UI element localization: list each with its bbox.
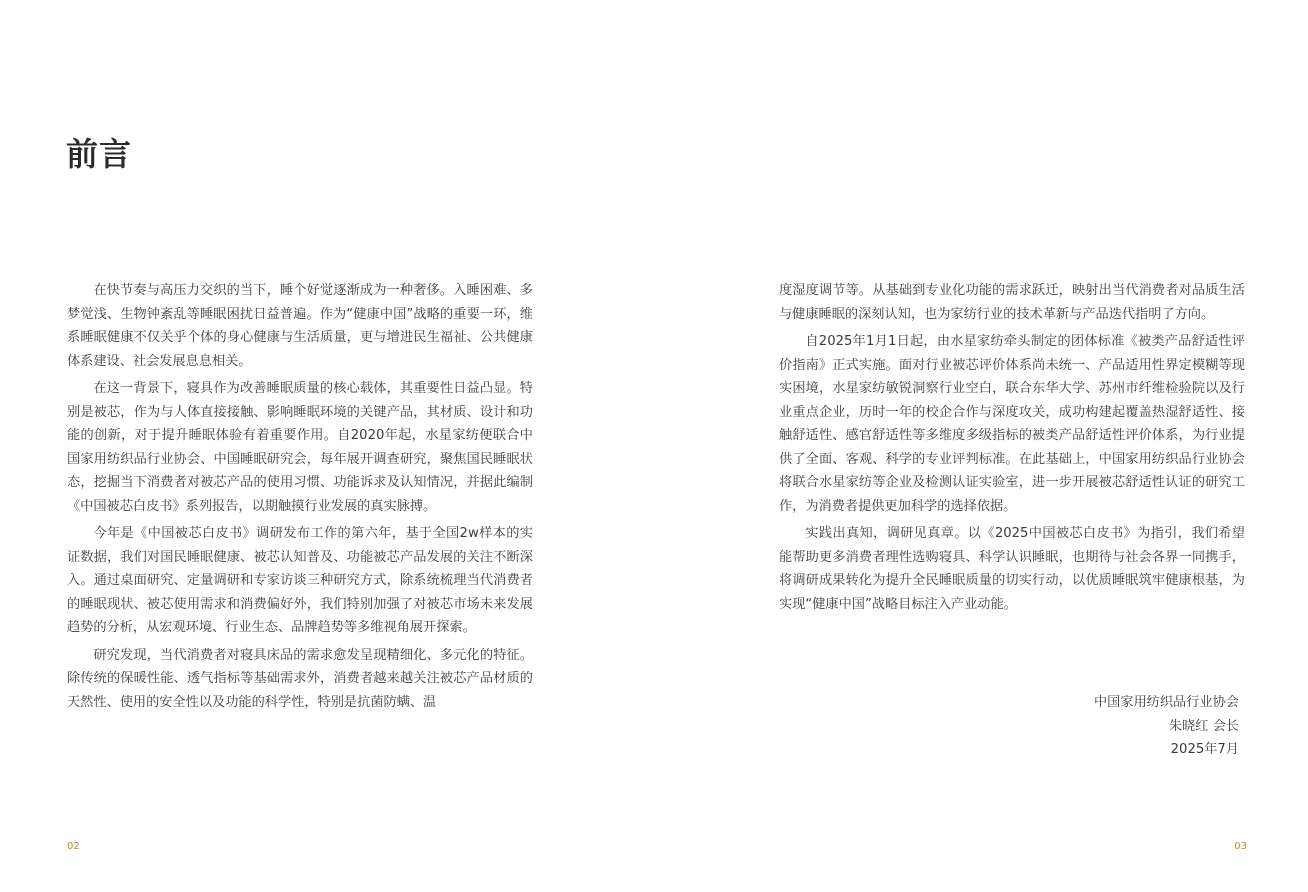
paragraph: 在快节奏与高压力交织的当下，睡个好觉逐渐成为一种奢侈。入睡困难、多梦觉浅、生物钟紊乱等睡眠困扰日益普遍。作为“健康中国”战略的重要一环，维系睡眠健康不仅关乎个体的身心健康与生活质量，更与增进民生福祉、公共健康体系建设、社会发展息息相关。 bbox=[67, 283, 533, 369]
signature-organization: 中国家用纺织品行业协会 bbox=[1093, 695, 1239, 710]
paragraph-continuation: 度湿度调节等。从基础到专业化功能的需求跃迁，映射出当代消费者对品质生活与健康睡眠的深刻认知，也为家纺行业的技术革新与产品迭代指明了方向。 bbox=[779, 283, 1245, 322]
paragraph: 今年是《中国被芯白皮书》调研发布工作的第六年，基于全国2w样本的实证数据，我们对国民睡眠健康、被芯认知普及、功能被芯产品发展的关注不断深入。通过桌面研究、定量调研和专家访谈三种研究方式，除系统梳理当代消费者的睡眠现状、被芯使用需求和消费偏好外，我们特别加强了对被芯市场未来发展趋势的分析，从宏观环境、行业生态、品牌趋势等多维视角展开探索。 bbox=[67, 526, 533, 635]
paragraph: 在这一背景下，寝具作为改善睡眠质量的核心载体，其重要性日益凸显。特别是被芯，作为与人体直接接触、影响睡眠环境的关键产品，其材质、设计和功能的创新，对于提升睡眠体验有着重要作用。自2020年起，水星家纺便联合中国家用纺织品行业协会、中国睡眠研究会，每年展开调查研究，聚焦国民睡眠状态，挖掘当下消费者对被芯产品的使用习惯、功能诉求及认知情况，并据此编制《中国被芯白皮书》系列报告，以期触摸行业发展的真实脉搏。 bbox=[67, 381, 533, 514]
paragraph: 实践出真知，调研见真章。以《2025中国被芯白皮书》为指引，我们希望能帮助更多消费者理性选购寝具、科学认识睡眠，也期待与社会各界一同携手，将调研成果转化为提升全民睡眠质量的切实行动，以优质睡眠筑牢健康根基，为实现“健康中国”战略目标注入产业动能。 bbox=[779, 526, 1245, 612]
left-column bbox=[67, 279, 533, 718]
signature-block bbox=[1094, 691, 1239, 762]
signature-person: 朱晓红 会长 bbox=[1168, 718, 1239, 734]
paragraph: 研究发现，当代消费者对寝具床品的需求愈发呈现精细化、多元化的特征。除传统的保暖性能、透气指标等基础需求外，消费者越来越关注被芯产品材质的天然性、使用的安全性以及功能的科学性，特别是抗菌防螨、温 bbox=[67, 647, 533, 710]
signature-date: 2025年7月 bbox=[1170, 742, 1239, 757]
page-title: 前言 bbox=[66, 135, 133, 173]
paragraph: 自2025年1月1日起，由水星家纺牵头制定的团体标准《被类产品舒适性评价指南》正式实施。面对行业被芯评价体系尚未统一、产品适用性界定模糊等现实困境，水星家纺敏锐洞察行业空白，联合东华大学、苏州市纤维检验院以及行业重点企业，历时一年的校企合作与深度攻关，成功构建起覆盖热湿舒适性、接触舒适性、感官舒适性等多维度多级指标的被类产品舒适性评价体系，为行业提供了全面、客观、科学的专业评判标准。在此基础上，中国家用纺织品行业协会将联合水星家纺等企业及检测认证实验室，进一步开展被芯舒适性认证的研究工作，为消费者提供更加科学的选择依据。 bbox=[779, 334, 1245, 514]
page-number-left: 02 bbox=[67, 841, 80, 852]
page-number-right: 03 bbox=[1234, 841, 1247, 852]
right-column bbox=[779, 279, 1245, 620]
